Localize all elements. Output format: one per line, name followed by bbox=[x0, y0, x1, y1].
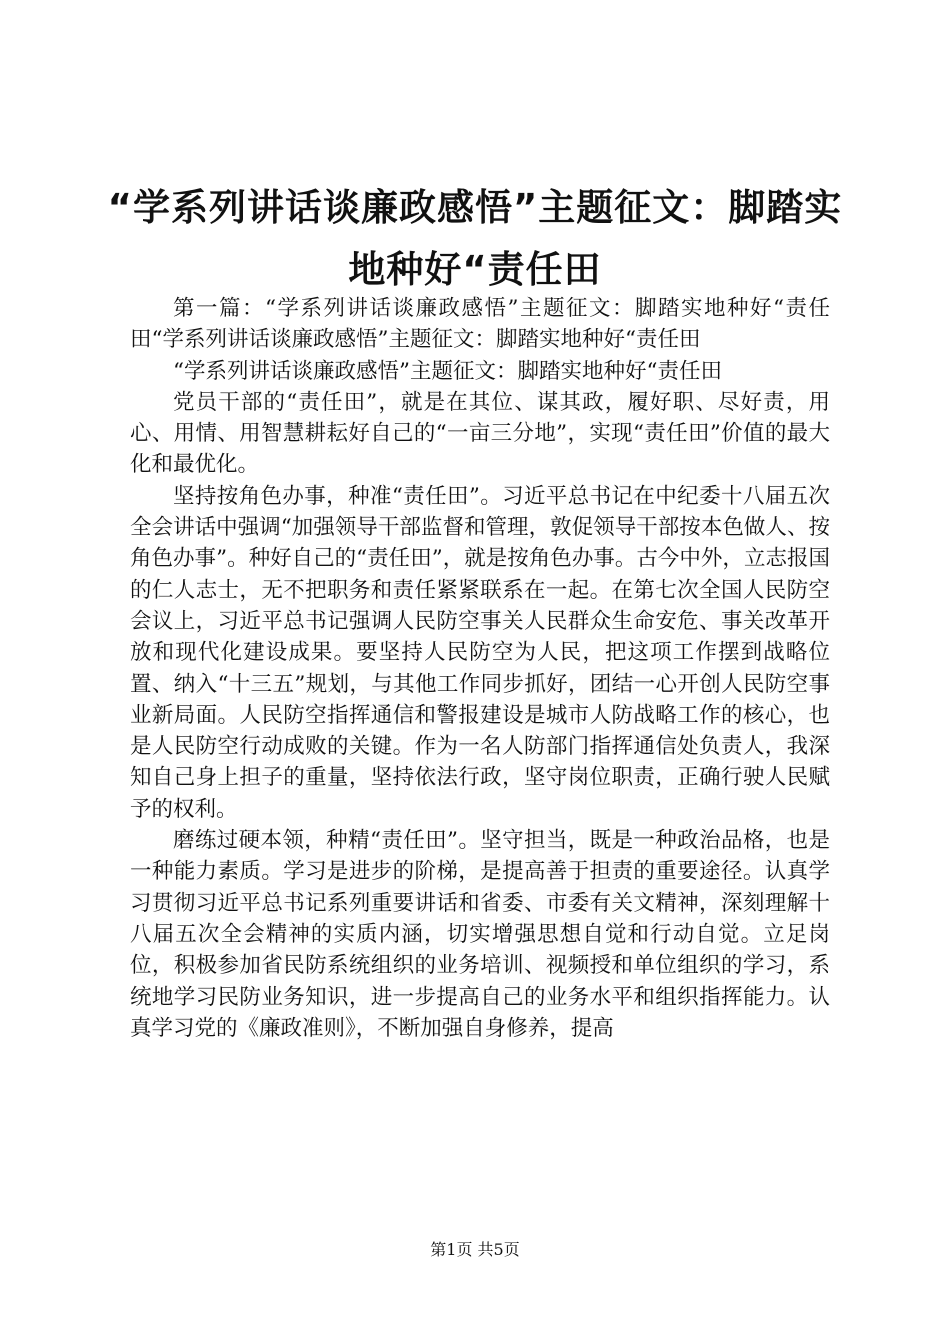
document-title-line-1: “学系列讲话谈廉政感悟”主题征文：脚踏实 bbox=[107, 186, 843, 229]
document-body bbox=[130, 293, 830, 1044]
page-footer: 第1页 共5页 bbox=[430, 1240, 520, 1259]
paragraph: “学系列讲话谈廉政感悟”主题征文：脚踏实地种好“责任田 bbox=[173, 358, 722, 384]
paragraph: 坚持按角色办事，种准“责任田”。习近平总书记在中纪委十八届五次全会讲话中强调“加强领导干部监督和管理，敦促领导干部按本色做人、按角色办事”。种好自己的“责任田”，就是按角色办事。古今中外，立志报国的仁人志士，无不把职务和责任紧紧联系在一起。在第七次全国人民防空会议上，习近平总书记强调人民防空事关人民群众生命安危、事关改革开放和现代化建设成果。要坚持人民防空为人民，把这项工作摆到战略位置、纳入“十三五”规划，与其他工作同步抓好，团结一心开创人民防空事业新局面。人民防空指挥通信和警报建设是城市人防战略工作的核心，也是人民防空行动成败的关键。作为一名人防部门指挥通信处负责人，我深知自己身上担子的重量，坚持依法行政，坚守岗位职责，正确行驶人民赋予的权利。 bbox=[130, 483, 830, 822]
paragraph: 党员干部的“责任田”，就是在其位、谋其政，履好职、尽好责，用心、用情、用智慧耕耘好自己的“一亩三分地”，实现“责任田”价值的最大化和最优化。 bbox=[130, 389, 830, 478]
document-title-line-2: 地种好“责任田 bbox=[348, 248, 602, 291]
paragraph: 第一篇：“学系列讲话谈廉政感悟”主题征文：脚踏实地种好“责任田“学系列讲话谈廉政感悟”主题征文：脚踏实地种好“责任田 bbox=[130, 296, 830, 353]
paragraph: 磨练过硬本领，种精“责任田”。坚守担当，既是一种政治品格，也是一种能力素质。学习是进步的阶梯，是提高善于担责的重要途径。认真学习贯彻习近平总书记系列重要讲话和省委、市委有关文精神，深刻理解十八届五次全会精神的实质内涵，切实增强思想自觉和行动自觉。立足岗位，积极参加省民防系统组织的业务培训、视频授和单位组织的学习，系统地学习民防业务知识，进一步提高自己的业务水平和组织指挥能力。认真学习党的《廉政准则》，不断加强自身修养，提高 bbox=[130, 828, 830, 1041]
